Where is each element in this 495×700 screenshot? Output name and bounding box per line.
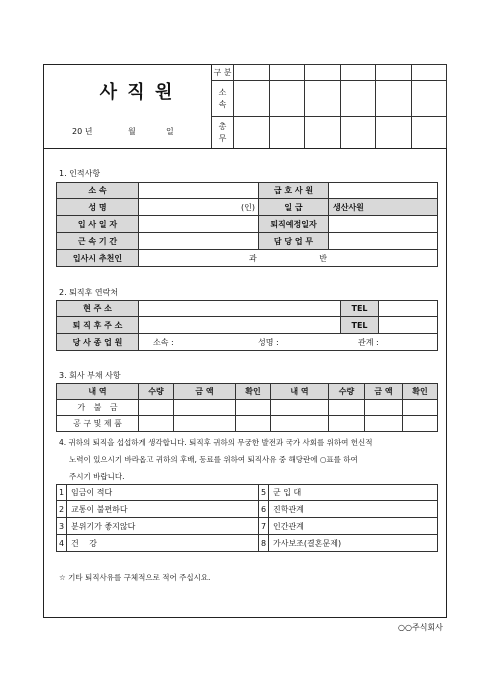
debt-col-item: 내 역 xyxy=(57,384,139,400)
reason-num-2: 2 xyxy=(57,501,67,518)
approval-general-affairs-label: 총 무 xyxy=(212,117,234,149)
post-address-tel-field[interactable] xyxy=(379,317,438,334)
section4-line3: 주시기 바랍니다. xyxy=(69,472,125,481)
date-year: 20 년 xyxy=(72,127,93,136)
daily-wage-field[interactable]: 생산사원 xyxy=(329,199,438,216)
debt-col-qty: 수량 xyxy=(139,384,174,400)
reason-num-5: 5 xyxy=(259,485,269,501)
debt-col-confirm-2: 확인 xyxy=(403,384,438,400)
debt-col-amount: 금 액 xyxy=(174,384,236,400)
section4-line2: 노력이 있으시기 바라옵고 귀하의 후배, 동료를 위하여 퇴직사유 중 해당란에 ○표를 하여 xyxy=(69,455,358,464)
employee-belong: 소속 : xyxy=(153,337,174,347)
form-title: 사 직 원 xyxy=(99,82,175,103)
duty-label: 담 당 업 무 xyxy=(259,233,329,250)
debt-col-confirm: 확인 xyxy=(236,384,271,400)
reasons-table xyxy=(56,484,438,552)
post-address-tel-label: TEL xyxy=(341,317,379,334)
name-field[interactable]: (인) xyxy=(139,199,259,216)
employee-name: 성명 : xyxy=(258,337,279,347)
employee-field[interactable] xyxy=(139,334,438,351)
section3-heading: 3. 회사 부채 사항 xyxy=(59,371,121,380)
section1-heading: 1. 인적사항 xyxy=(59,169,101,178)
date-day: 일 xyxy=(166,127,174,136)
debt-row-tools: 공 구 및 제 품 xyxy=(57,416,139,432)
service-period-label: 근 속 기 간 xyxy=(57,233,139,250)
reason-num-1: 1 xyxy=(57,485,67,501)
reason-7[interactable]: 인간관계 xyxy=(269,518,438,535)
reason-num-3: 3 xyxy=(57,518,67,535)
approval-belong-label: 소 속 xyxy=(212,81,234,117)
reason-5[interactable]: 군 입 대 xyxy=(269,485,438,501)
reason-num-8: 8 xyxy=(259,535,269,552)
address-tel-label: TEL xyxy=(341,301,379,317)
debt-col-qty-2: 수량 xyxy=(329,384,365,400)
belong-field[interactable] xyxy=(139,183,259,199)
debt-col-amount-2: 금 액 xyxy=(365,384,403,400)
section4-line1: 4. 귀하의 퇴직을 섭섭하게 생각합니다. 퇴직후 귀하의 무궁한 발전과 국가 사회를 위하여 헌신적 xyxy=(59,438,373,447)
employee-relation: 관계 : xyxy=(358,337,379,347)
grade-label: 급 호 사 원 xyxy=(259,183,329,199)
reason-3[interactable]: 분위기가 좋지않다 xyxy=(67,518,259,535)
reason-num-6: 6 xyxy=(259,501,269,518)
reason-num-7: 7 xyxy=(259,518,269,535)
company-name: ○○주식회사 xyxy=(398,623,443,632)
debt-row-advance: 가 불 금 xyxy=(57,400,139,416)
planned-retirement-label: 퇴직예정일자 xyxy=(259,216,329,233)
contact-table xyxy=(56,300,438,351)
reason-8[interactable]: 가사보조(결혼문제) xyxy=(269,535,438,552)
planned-retirement-field[interactable] xyxy=(329,216,438,233)
approval-category-label: 구 분 xyxy=(212,65,234,81)
reason-1[interactable]: 임금이 적다 xyxy=(67,485,259,501)
name-label: 성 명 xyxy=(57,199,139,216)
join-date-label: 입 사 일 자 xyxy=(57,216,139,233)
grade-field[interactable] xyxy=(329,183,438,199)
reason-6[interactable]: 진학관계 xyxy=(269,501,438,518)
personal-info-table xyxy=(56,182,438,267)
address-field[interactable] xyxy=(139,301,341,317)
recommender-field[interactable]: 과 반 xyxy=(139,250,438,267)
service-period-field[interactable] xyxy=(139,233,259,250)
reason-4[interactable]: 건 강 xyxy=(67,535,259,552)
daily-wage-label: 일 급 xyxy=(259,199,329,216)
belong-label: 소 속 xyxy=(57,183,139,199)
post-address-field[interactable] xyxy=(139,317,341,334)
address-label: 현 주 소 xyxy=(57,301,139,317)
address-tel-field[interactable] xyxy=(379,301,438,317)
header-divider xyxy=(43,148,447,149)
other-reason-note: ☆ 기타 퇴직사유를 구체적으로 적어 주십시요. xyxy=(59,573,211,582)
section2-heading: 2. 퇴직후 연락처 xyxy=(59,288,119,297)
reason-2[interactable]: 교통이 불편하다 xyxy=(67,501,259,518)
employee-label: 당 사 종 업 원 xyxy=(57,334,139,351)
post-address-label: 퇴 직 후 주 소 xyxy=(57,317,139,334)
approval-table xyxy=(211,64,447,149)
recommender-label: 입사시 추천인 xyxy=(57,250,139,267)
debt-col-item-2: 내 역 xyxy=(271,384,329,400)
debt-table xyxy=(56,383,438,432)
date-month: 월 xyxy=(128,127,136,136)
duty-field[interactable] xyxy=(329,233,438,250)
reason-num-4: 4 xyxy=(57,535,67,552)
join-date-field[interactable] xyxy=(139,216,259,233)
